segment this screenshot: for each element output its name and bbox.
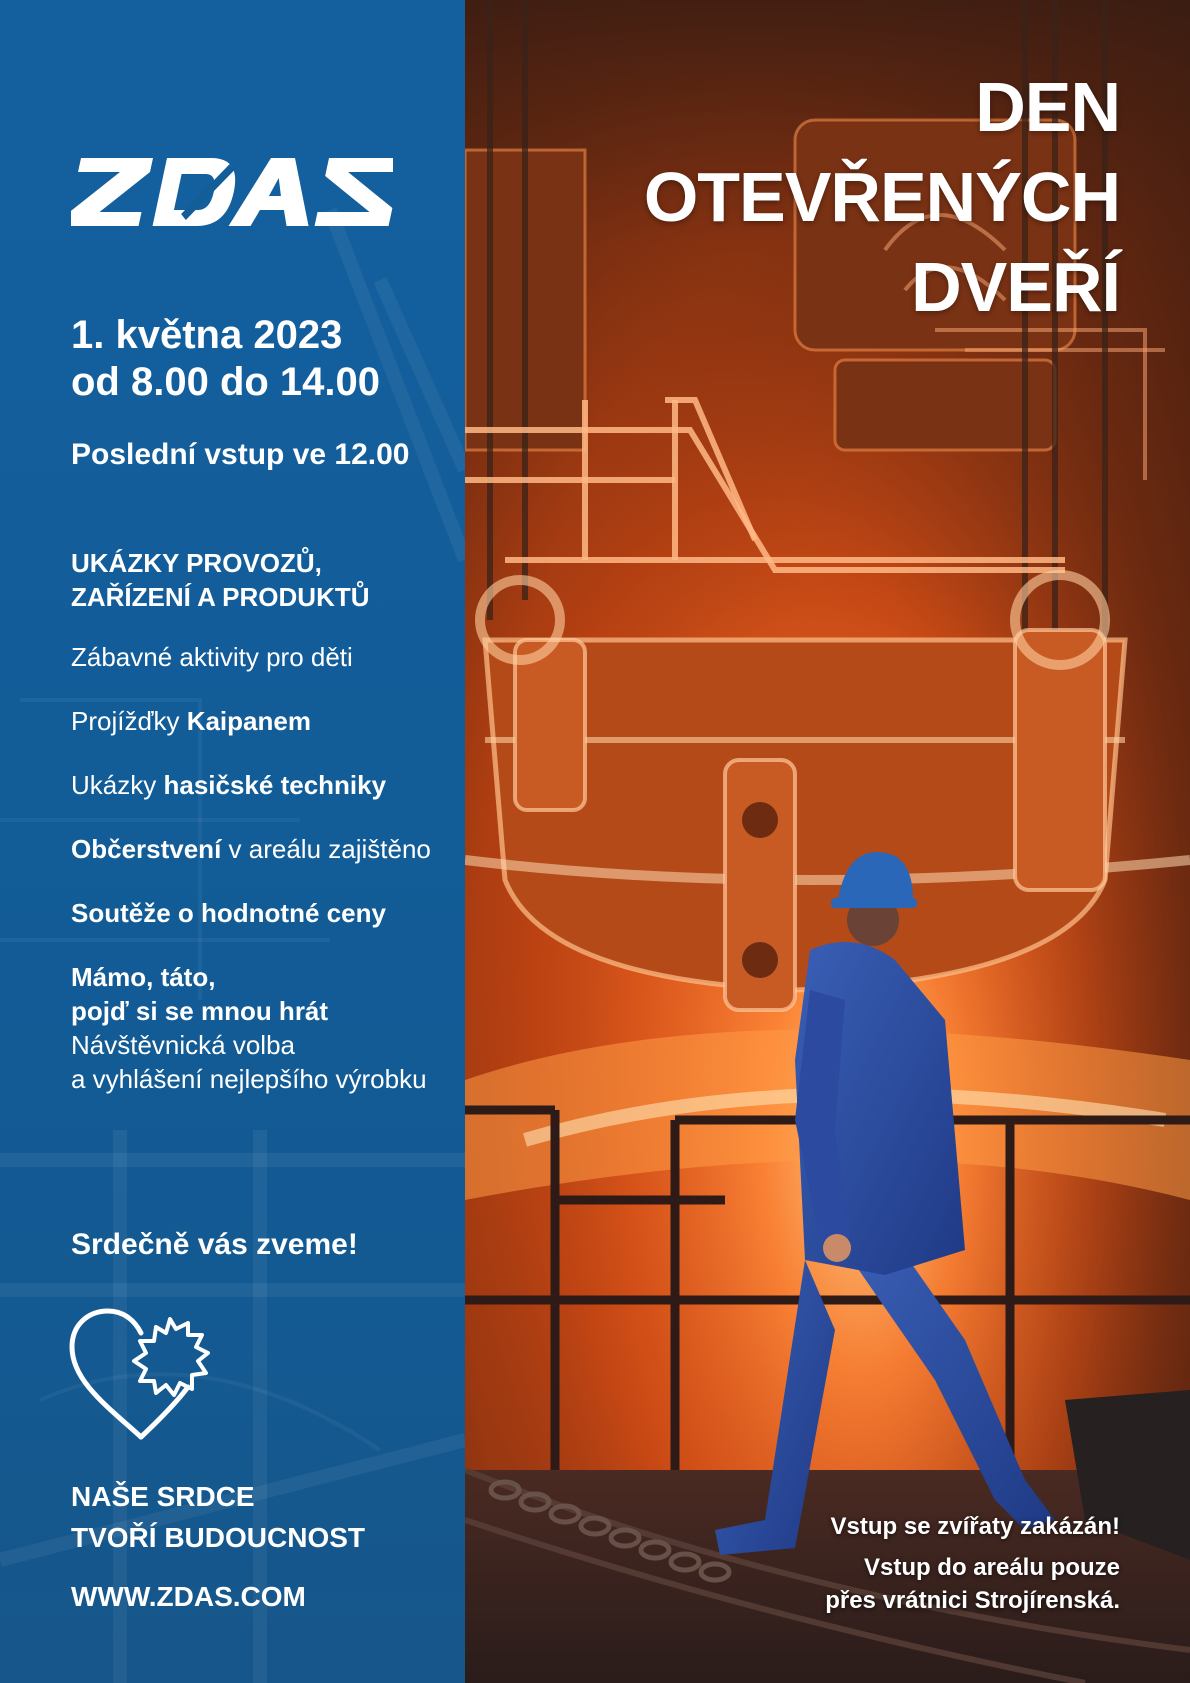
zdas-logo — [71, 158, 393, 226]
notice-entry-line2: přes vrátnici Strojírenská. — [825, 1587, 1120, 1614]
feature-vote-line1: Návštěvnická volba — [71, 1030, 295, 1060]
feature-play-line1: Mámo, táto, — [71, 962, 216, 992]
notice-no-animals: Vstup se zvířaty zakázán! — [830, 1513, 1120, 1540]
feature-kids: Zábavné aktivity pro děti — [71, 642, 353, 672]
feature-ride — [71, 704, 461, 738]
heart-sun-icon — [68, 1307, 214, 1443]
feature-ride-prefix: Projížďky — [71, 706, 180, 736]
slogan — [71, 1476, 365, 1558]
features-list — [71, 546, 461, 1096]
feature-play-line2: pojď si se mnou hrát — [71, 996, 329, 1026]
feature-fire — [71, 768, 461, 802]
notice-entry-line1: Vstup do areálu pouze — [863, 1554, 1120, 1581]
feature-food — [71, 832, 461, 866]
features-headline-line1: UKÁZKY PROVOZŮ, — [71, 548, 322, 578]
features-headline — [71, 546, 461, 614]
feature-vote-line2: a vyhlášení nejlepšího výrobku — [71, 1064, 427, 1094]
event-title-line3: DVEŘÍ — [911, 248, 1120, 326]
website-link[interactable]: WWW.ZDAS.COM — [71, 1581, 306, 1612]
features-headline-line2: ZAŘÍZENÍ A PRODUKTŮ — [71, 582, 370, 612]
event-title-line1: DEN — [975, 68, 1120, 146]
feature-contest: Soutěže o hodnotné ceny — [71, 898, 386, 928]
event-title — [644, 62, 1120, 332]
last-entry-note: Poslední vstup ve 12.00 — [71, 438, 410, 471]
steelworks-photo — [465, 0, 1190, 1683]
event-title-line2: OTEVŘENÝCH — [643, 158, 1120, 236]
info-panel — [0, 0, 465, 1683]
slogan-line2: TVOŘÍ BUDOUCNOST — [71, 1522, 365, 1553]
feature-play-vote — [71, 960, 461, 1096]
feature-fire-prefix: Ukázky — [71, 770, 157, 800]
entry-notices — [825, 1510, 1120, 1617]
invite-text: Srdečně vás zveme! — [71, 1228, 358, 1261]
feature-food-suffix: v areálu zajištěno — [228, 834, 431, 864]
feature-fire-bold: hasičské techniky — [163, 770, 387, 800]
event-time: od 8.00 do 14.00 — [71, 360, 381, 404]
feature-food-bold: Občerstvení — [71, 834, 222, 864]
feature-ride-bold: Kaipanem — [186, 706, 311, 736]
slogan-line1: NAŠE SRDCE — [71, 1481, 255, 1512]
event-datetime — [71, 312, 380, 406]
event-date: 1. května 2023 — [71, 313, 343, 357]
